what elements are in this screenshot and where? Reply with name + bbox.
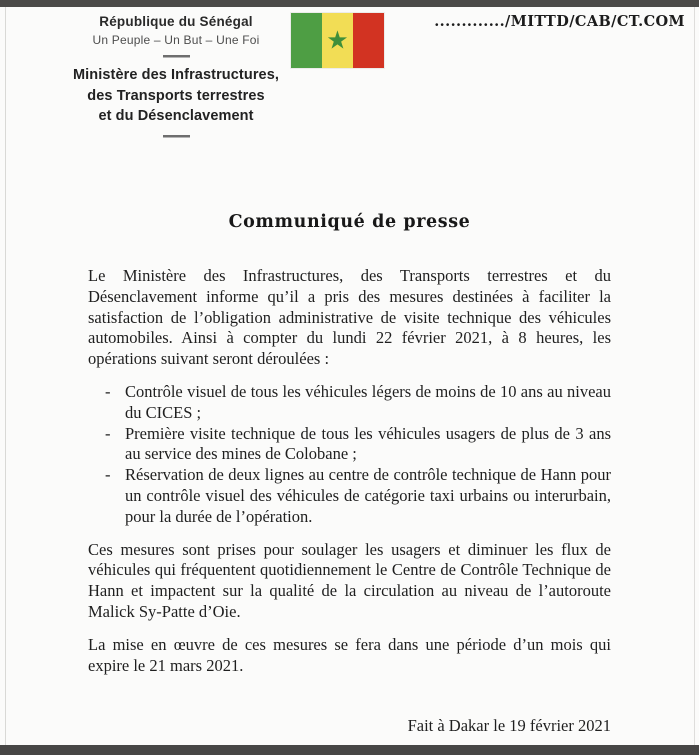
document-body bbox=[88, 266, 611, 737]
press-release-title: Communiqué de presse bbox=[228, 212, 471, 232]
bullet-text: Réservation de deux lignes au centre de contrôle technique de Hann pour un contrôle visuel des véhicules de catégorie taxi urbains ou interurbain, pour la durée de l’opération. bbox=[125, 465, 611, 526]
page-edge-right bbox=[694, 7, 695, 745]
ministry-name bbox=[56, 65, 296, 127]
divider-line bbox=[163, 135, 190, 138]
bullet-item bbox=[88, 382, 611, 424]
ministry-line-1: Ministère des Infrastructures, bbox=[72, 67, 280, 83]
ministry-line-2: des Transports terrestres bbox=[87, 87, 265, 104]
flag-red-band bbox=[353, 13, 384, 68]
bullet-dash: - bbox=[105, 465, 111, 485]
page-edge-left bbox=[5, 7, 6, 745]
republic-title: République du Sénégal bbox=[99, 14, 253, 29]
bullet-dash: - bbox=[105, 423, 111, 443]
flag-star-icon: ★ bbox=[326, 25, 349, 54]
bullet-item bbox=[88, 465, 611, 527]
bullet-text: Première visite technique de tous les véhicules usagers de plus de 3 ans au service des mines de Colobane ; bbox=[125, 423, 611, 464]
photo-top-bar bbox=[0, 0, 699, 7]
paragraph-intro: Le Ministère des Infrastructures, des Transports terrestres et du Désenclavement informe qu’il a pris des mesures destinées à faciliter la satisfaction de l’obligation administrative de visite technique des véhicules automobiles. Ainsi à compter du lundi 22 février 2021, à 8 heures, les opérations suivant seront déroulées : bbox=[88, 266, 611, 369]
ministry-line-3: et du Désenclavement bbox=[98, 108, 254, 125]
flag-yellow-band bbox=[322, 13, 353, 68]
signature-date: Fait à Dakar le 19 février 2021 bbox=[407, 716, 611, 736]
photo-bottom-bar bbox=[0, 745, 699, 755]
measures-bullet-list bbox=[88, 382, 611, 528]
flag-green-band bbox=[291, 13, 322, 68]
letterhead bbox=[56, 14, 296, 145]
bullet-dash: - bbox=[105, 381, 111, 401]
national-motto: Un Peuple – Un But – Une Foi bbox=[92, 33, 260, 47]
paragraph-justification: Ces mesures sont prises pour soulager les usagers et diminuer les flux de véhicules qui fréquentent quotidiennement le Centre de Contrôle Technique de Hann et impactent sur la qualité de la circulation au niveau de l’autoroute Malick Sy-Patte d’Oie. bbox=[88, 539, 611, 621]
bullet-item bbox=[88, 424, 611, 466]
paragraph-duration: La mise en œuvre de ces mesures se fera dans une période d’un mois qui expire le 21 mars 2021. bbox=[88, 634, 611, 675]
divider-line bbox=[163, 55, 190, 58]
reference-number: ............./MITTD/CAB/CT.COM bbox=[434, 13, 685, 30]
senegal-flag bbox=[291, 13, 384, 68]
bullet-text: Contrôle visuel de tous les véhicules légers de moins de 10 ans au niveau du CICES ; bbox=[125, 381, 611, 422]
